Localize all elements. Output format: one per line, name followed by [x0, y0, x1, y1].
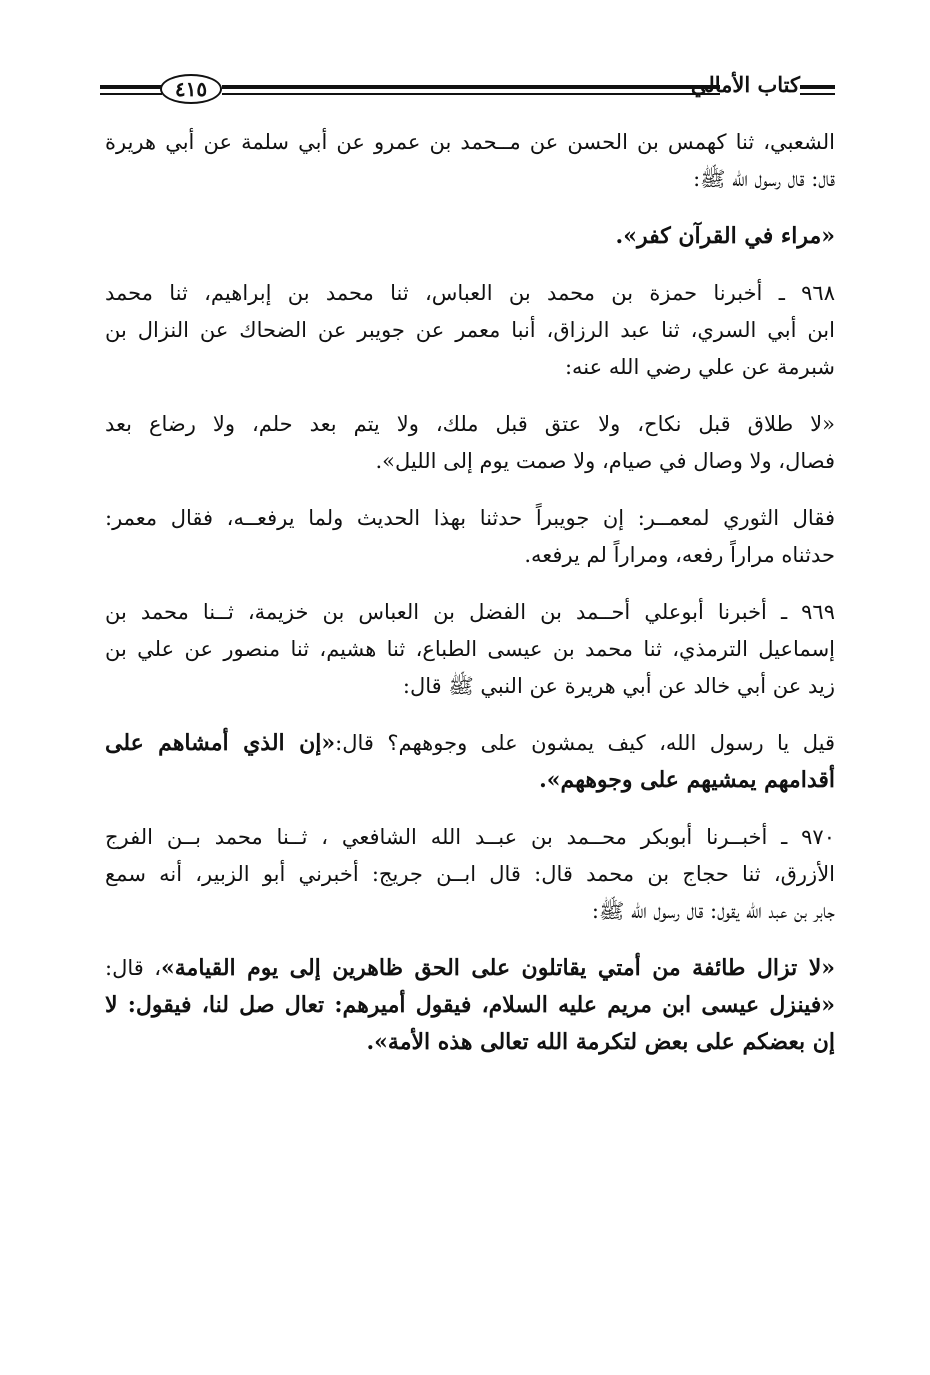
narration-text: زيد عن أبي خالد عن أبي هريرة عن النبي ﷺ قال:: [402, 674, 835, 698]
narration-text: قال: قال رسول الله ﷺ:: [693, 167, 835, 191]
narration-text: ٩٦٨ ـ أخبرنا حمزة بن محمد بن العباس، ثنا محمد بن إبراهيم، ثنا محمد: [105, 281, 835, 305]
hadith-text: أقدامهم يمشيهم على وجوههم».: [539, 767, 835, 793]
text-line: [105, 856, 835, 893]
paragraph: [105, 124, 835, 198]
text-line: [105, 819, 835, 856]
paragraph: [105, 275, 835, 386]
paragraph: [105, 725, 835, 799]
text-line: [105, 1024, 835, 1061]
paragraph: [105, 819, 835, 930]
text-line: [105, 500, 835, 537]
text-line: [105, 725, 835, 762]
narration-text: ٩٧٠ ـ أخبــرنا أبوبكر محــمد بن عبــد الله الشافعي ، ثــنا محمد بــن الفرج: [105, 825, 835, 849]
text-line: [105, 762, 835, 799]
text-line: [105, 161, 835, 198]
text-line: [105, 218, 835, 255]
paragraph: [105, 406, 835, 480]
text-line: [105, 124, 835, 161]
text-line: [105, 312, 835, 349]
narration-text: الأزرق، ثنا حجاج بن محمد قال: قال ابــن جريج: أخبرني أبو الزبير، أنه سمع: [105, 862, 835, 886]
hadith-text: إن بعضكم على بعض لتكرمة الله تعالى هذه الأمة».: [366, 1029, 835, 1055]
narration-text: الشعبي، ثنا كهمس بن الحسن عن مــحمد بن عمرو عن أبي سلمة عن أبي هريرة: [105, 130, 835, 154]
text-line: [105, 594, 835, 631]
paragraph: [105, 950, 835, 1061]
hadith-text: «لا تزال طائفة من أمتي يقاتلون على الحق ظاهرين إلى يوم القيامة»: [161, 955, 835, 981]
paragraph: [105, 500, 835, 574]
book-title: كتاب الأمالي: [690, 72, 800, 97]
narration-text: قيل يا رسول الله، كيف يمشون على وجوههم؟ قال:: [335, 731, 836, 755]
narration-text: «لا طلاق قبل نكاح، ولا عتق قبل ملك، ولا يتم بعد حلم، ولا رضاع بعد: [105, 412, 835, 436]
narration-text: شبرمة عن علي رضي الله عنه:: [564, 355, 835, 379]
header-rule-left: [100, 85, 162, 95]
text-line: [105, 893, 835, 930]
header-rule-right: [800, 85, 835, 95]
narration-text: فصال، ولا وصال في صيام، ولا صمت يوم إلى الليل».: [375, 449, 835, 473]
text-line: [105, 987, 835, 1024]
hadith-text: «مراء في القرآن كفر».: [615, 223, 835, 249]
narration-text: جابر بن عبد الله يقول: قال رسول الله ﷺ:: [591, 899, 835, 923]
text-line: [105, 537, 835, 574]
narration-text: ابن أبي السري، ثنا عبد الرزاق، أنبا معمر عن جويبر عن الضحاك عن النزال بن: [105, 318, 835, 342]
text-line: [105, 443, 835, 480]
page-body-text: [105, 124, 835, 1081]
header-rule-middle: [222, 85, 720, 95]
hadith-text: «فينزل عيسى ابن مريم عليه السلام، فيقول أميرهم: تعال صل لنا، فيقول: لا: [105, 992, 835, 1018]
hadith-text: «إن الذي أمشاهم على: [105, 730, 336, 756]
paragraph: [105, 594, 835, 705]
narration-text: إسماعيل الترمذي، ثنا محمد بن عيسى الطباع، ثنا هشيم، ثنا منصور عن علي بن: [105, 637, 835, 661]
text-line: [105, 349, 835, 386]
narration-text: حدثناه مراراً رفعه، ومراراً لم يرفعه.: [524, 543, 835, 567]
narration-text: فقال الثوري لمعمــر: إن جويبراً حدثنا بهذا الحديث ولما يرفعــه، فقال معمر:: [105, 506, 835, 530]
text-line: [105, 275, 835, 312]
text-line: [105, 631, 835, 668]
narration-text: ، قال:: [105, 956, 162, 980]
paragraph: [105, 218, 835, 255]
page-header: [100, 68, 835, 112]
page-number: ٤١٥: [160, 74, 222, 104]
text-line: [105, 406, 835, 443]
narration-text: ٩٦٩ ـ أخبرنا أبوعلي أحــمد بن الفضل بن العباس بن خزيمة، ثــنا محمد بن: [105, 600, 835, 624]
text-line: [105, 668, 835, 705]
text-line: [105, 950, 835, 987]
